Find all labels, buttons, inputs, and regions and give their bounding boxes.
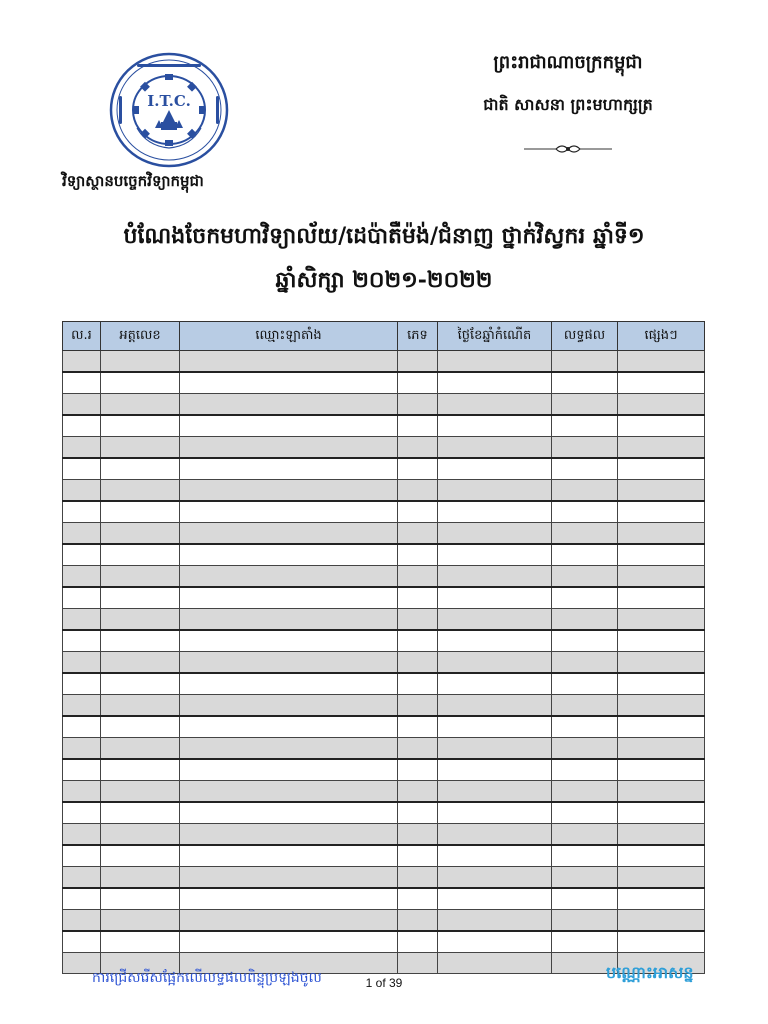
table-cell [101,394,180,416]
table-cell [438,673,552,695]
table-cell [398,910,438,932]
column-header: លទ្ធផល [552,322,618,351]
table-cell [398,867,438,889]
table-cell [618,738,705,760]
table-cell [618,695,705,717]
table-cell [101,480,180,502]
table-row [63,716,705,738]
table-cell [63,480,101,502]
table-cell [438,695,552,717]
table-cell [180,415,398,437]
table-row [63,501,705,523]
table-cell [552,781,618,803]
table-cell [101,351,180,373]
table-cell [101,931,180,953]
table-cell [180,437,398,459]
table-row [63,566,705,588]
table-cell [398,845,438,867]
table-cell [618,931,705,953]
page-number: 1 of 39 [365,976,403,990]
table-row [63,824,705,846]
table-cell [101,415,180,437]
table-cell [438,480,552,502]
table-row [63,415,705,437]
table-cell [180,652,398,674]
table-cell [438,824,552,846]
table-row [63,695,705,717]
table-cell [552,458,618,480]
academic-year: ឆ្នាំសិក្សា ២០២១-២០២២ [275,267,493,293]
table-cell [180,501,398,523]
table-cell [63,931,101,953]
table-cell [438,867,552,889]
table-cell [552,480,618,502]
table-cell [438,587,552,609]
national-motto: ជាតិ សាសនា ព្រះមហាក្សត្រ [483,95,653,114]
table-cell [63,716,101,738]
table-row [63,652,705,674]
table-cell [552,716,618,738]
table-cell [618,437,705,459]
table-cell [552,867,618,889]
table-cell [63,523,101,545]
table-cell [552,910,618,932]
table-cell [398,480,438,502]
table-cell [618,587,705,609]
table-row [63,867,705,889]
table-cell [552,931,618,953]
table-cell [101,609,180,631]
table-cell [63,501,101,523]
table-cell [618,609,705,631]
table-cell [398,587,438,609]
table-cell [438,351,552,373]
table-cell [618,781,705,803]
table-cell [63,652,101,674]
column-header: ភេទ [398,322,438,351]
table-cell [398,652,438,674]
table-cell [180,458,398,480]
table-cell [438,458,552,480]
table-cell [63,415,101,437]
table-cell [552,845,618,867]
table-row [63,437,705,459]
table-body [63,351,705,974]
table-cell [101,781,180,803]
table-cell [180,910,398,932]
table-cell [180,738,398,760]
table-cell [398,695,438,717]
table-cell [398,931,438,953]
institute-name: វិទ្យាស្ថានបច្ចេកវិទ្យាកម្ពុជា [62,172,204,190]
table-row [63,523,705,545]
table-cell [180,523,398,545]
table-cell [438,415,552,437]
table-cell [398,437,438,459]
table-cell [101,824,180,846]
table-cell [101,587,180,609]
svg-text:I.T.C.: I.T.C. [147,92,191,110]
table-row [63,888,705,910]
kingdom-heading: ព្រះរាជាណាចក្រកម្ពុជា [493,52,643,73]
table-cell [180,673,398,695]
table-cell [101,566,180,588]
table-cell [552,824,618,846]
table-cell [180,394,398,416]
table-cell [552,630,618,652]
table-cell [438,910,552,932]
table-cell [63,845,101,867]
table-cell [618,802,705,824]
column-header: ល.រ [63,322,101,351]
table-cell [618,544,705,566]
table-cell [552,673,618,695]
table-cell [618,458,705,480]
table-row [63,458,705,480]
table-cell [552,802,618,824]
table-cell [438,716,552,738]
table-cell [398,372,438,394]
table-cell [180,351,398,373]
table-cell [101,867,180,889]
table-cell [398,415,438,437]
table-cell [63,630,101,652]
table-cell [101,738,180,760]
table-cell [63,738,101,760]
table-cell [618,867,705,889]
table-cell [398,802,438,824]
table-cell [180,480,398,502]
table-cell [101,544,180,566]
table-row [63,372,705,394]
itc-logo [107,50,231,170]
table-cell [398,394,438,416]
table-cell [438,652,552,674]
column-header: ថ្ងៃខែឆ្នាំកំណើត [438,322,552,351]
table-cell [552,372,618,394]
table-cell [618,415,705,437]
table-cell [552,501,618,523]
table-cell [101,372,180,394]
table-cell [438,394,552,416]
table-cell [618,652,705,674]
table-cell [101,652,180,674]
table-cell [180,867,398,889]
table-cell [101,910,180,932]
table-cell [552,759,618,781]
table-cell [398,544,438,566]
table-row [63,673,705,695]
table-row [63,544,705,566]
table-cell [618,910,705,932]
table-cell [398,738,438,760]
table-cell [101,523,180,545]
itc-seal-icon [107,50,231,170]
table-cell [438,888,552,910]
table-cell [398,673,438,695]
table-cell [552,652,618,674]
table-cell [438,630,552,652]
table-cell [63,888,101,910]
table-cell [180,824,398,846]
table-cell [618,888,705,910]
column-header: អត្តលេខ [101,322,180,351]
table-cell [618,845,705,867]
table-cell [398,716,438,738]
table-cell [438,802,552,824]
table-cell [438,781,552,803]
table-cell [438,437,552,459]
table-row [63,609,705,631]
table-cell [180,695,398,717]
table-cell [618,824,705,846]
table-cell [63,458,101,480]
table-cell [618,673,705,695]
table-cell [101,802,180,824]
table-cell [398,630,438,652]
table-cell [180,759,398,781]
table-cell [398,523,438,545]
table-cell [438,609,552,631]
table-row [63,480,705,502]
table-cell [438,759,552,781]
table-cell [618,480,705,502]
table-cell [398,824,438,846]
table-cell [180,372,398,394]
table-cell [63,910,101,932]
table-cell [398,351,438,373]
table-cell [63,695,101,717]
table-cell [618,501,705,523]
table-cell [180,845,398,867]
table-cell [63,351,101,373]
column-header: ផ្សេងៗ [618,322,705,351]
table-cell [552,437,618,459]
table-cell [63,372,101,394]
table-cell [438,953,552,974]
table-cell [101,759,180,781]
table-cell [618,630,705,652]
table-cell [398,781,438,803]
table-cell [180,544,398,566]
table-row [63,845,705,867]
table-cell [63,587,101,609]
table-cell [438,931,552,953]
table-cell [180,931,398,953]
table-cell [618,523,705,545]
table-cell [398,501,438,523]
table-row [63,351,705,373]
table-header-row [63,322,705,351]
table-cell [101,630,180,652]
column-header: ឈ្មោះឡាតាំង [180,322,398,351]
table-cell [101,673,180,695]
table-cell [438,566,552,588]
table-cell [180,587,398,609]
table-cell [618,759,705,781]
table-cell [63,673,101,695]
table-row [63,759,705,781]
table-cell [552,351,618,373]
provisional-label: បណ្ណោះអាសន្ន [606,963,694,982]
table-cell [180,630,398,652]
table-row [63,630,705,652]
table-cell [63,802,101,824]
table-cell [63,867,101,889]
table-cell [101,437,180,459]
table-cell [63,437,101,459]
table-cell [552,695,618,717]
table-cell [398,458,438,480]
table-cell [398,609,438,631]
table-cell [618,394,705,416]
table-cell [438,501,552,523]
table-row [63,587,705,609]
table-cell [180,802,398,824]
table-cell [63,566,101,588]
table-row [63,781,705,803]
table-cell [438,738,552,760]
table-cell [101,458,180,480]
table-cell [618,372,705,394]
table-cell [398,888,438,910]
document-title: បំណែងចែកមហាវិទ្យាល័យ/ដេប៉ាតឺម៉ង់/ជំនាញ ថ្នាក់វិស្វករ ឆ្នាំទី១ [123,223,645,249]
table-cell [552,566,618,588]
table-cell [552,609,618,631]
table-cell [398,566,438,588]
table-row [63,802,705,824]
table-cell [398,953,438,974]
table-cell [438,372,552,394]
table-cell [101,501,180,523]
table-cell [618,351,705,373]
table-cell [552,394,618,416]
table-cell [101,695,180,717]
table-cell [552,738,618,760]
table-cell [180,716,398,738]
table-row [63,931,705,953]
table-row [63,910,705,932]
table-cell [438,544,552,566]
table-cell [438,523,552,545]
table-cell [63,759,101,781]
table-cell [63,394,101,416]
table-cell [180,566,398,588]
table-cell [552,888,618,910]
table-cell [552,544,618,566]
table-cell [63,544,101,566]
table-cell [618,566,705,588]
ornament-divider-icon [522,142,614,156]
table-cell [180,609,398,631]
table-cell [180,781,398,803]
selection-note: ការជ្រើសរើសផ្អែកលើលទ្ធផលពិន្ទុប្រឡងចូល [92,970,322,986]
table-cell [552,587,618,609]
table-cell [101,845,180,867]
table-cell [63,824,101,846]
table-cell [438,845,552,867]
table-cell [180,888,398,910]
table-cell [618,716,705,738]
table-cell [398,759,438,781]
table-cell [552,415,618,437]
table-row [63,738,705,760]
table-cell [101,716,180,738]
table-cell [101,888,180,910]
table-cell [63,609,101,631]
table-row [63,394,705,416]
table-cell [552,523,618,545]
student-roster-table [62,321,705,974]
table-cell [63,781,101,803]
